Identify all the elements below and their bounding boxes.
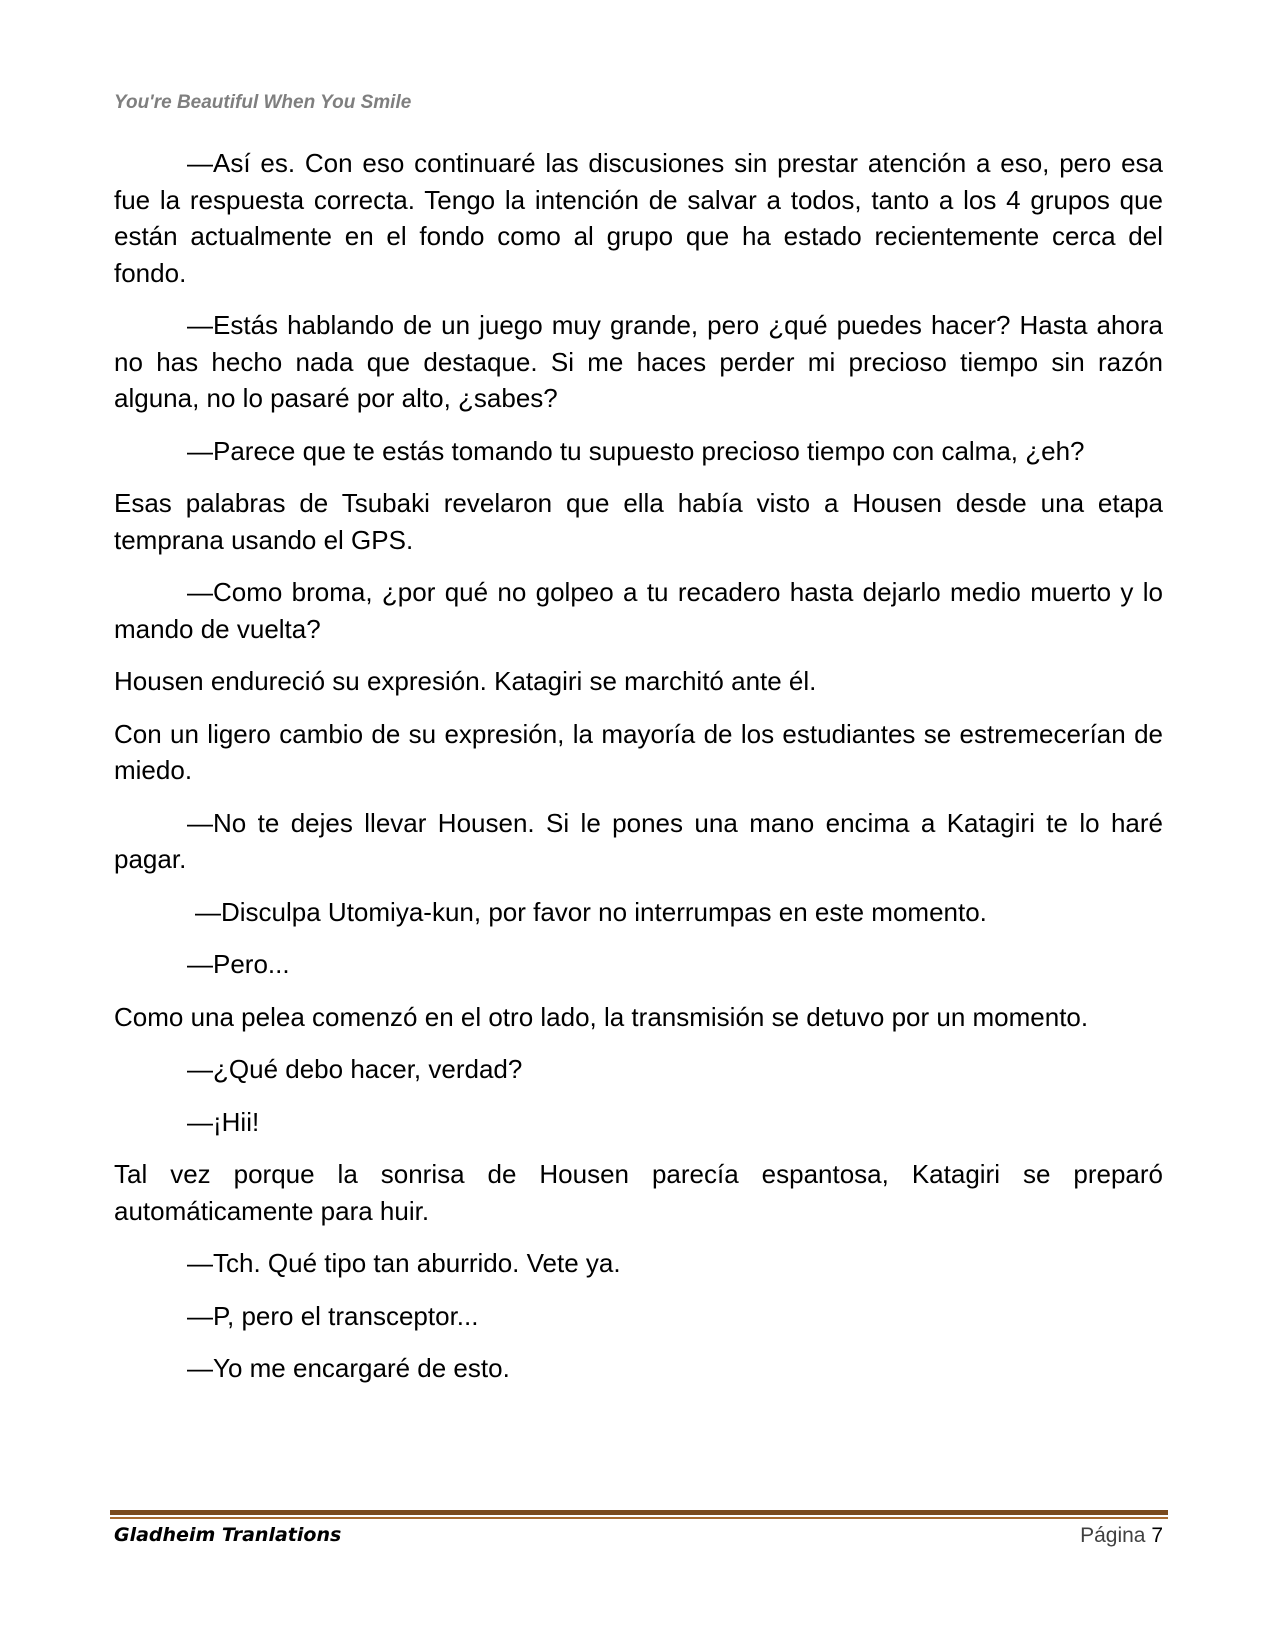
paragraph: Esas palabras de Tsubaki revelaron que ella había visto a Housen desde una etapa temprana usando el GPS.: [114, 488, 1163, 555]
running-header-title: You're Beautiful When You Smile: [114, 92, 412, 113]
paragraph: —Estás hablando de un juego muy grande, pero ¿qué puedes hacer? Hasta ahora no has hecho nada que destaque. Si me haces perder mi precioso tiempo sin razón alguna, no lo pasaré por alto, ¿sabes?: [114, 310, 1163, 413]
paragraph: —Yo me encargaré de esto.: [187, 1353, 510, 1383]
paragraph: —Como broma, ¿por qué no golpeo a tu recadero hasta dejarlo medio muerto y lo mando de vuelta?: [114, 577, 1163, 644]
page-number: 7: [1151, 1524, 1163, 1547]
paragraph: —Así es. Con eso continuaré las discusiones sin prestar atención a eso, pero esa fue la respuesta correcta. Tengo la intención de salvar a todos, tanto a los 4 grupos que están actualmente en el fondo como al grupo que ha estado recientemente cerca del fondo.: [114, 148, 1163, 288]
footer-publisher: Gladheim Tranlations: [114, 1524, 342, 1546]
footer-divider-thin: [110, 1517, 1168, 1519]
document-body: [114, 145, 1163, 1403]
footer-page-indicator: [1080, 1524, 1163, 1548]
paragraph: —Disculpa Utomiya-kun, por favor no interrumpas en este momento.: [195, 896, 987, 927]
paragraph: —¡Hii!: [187, 1106, 260, 1137]
paragraph: Con un ligero cambio de su expresión, la mayoría de los estudiantes se estremecerían de miedo.: [114, 718, 1163, 785]
paragraph: Housen endureció su expresión. Katagiri se marchitó ante él.: [114, 666, 817, 696]
footer-divider: [110, 1510, 1168, 1515]
paragraph: —Parece que te estás tomando tu supuesto precioso tiempo con calma, ¿eh?: [187, 435, 1085, 466]
paragraph: —P, pero el transceptor...: [187, 1300, 479, 1331]
paragraph: Tal vez porque la sonrisa de Housen parecía espantosa, Katagiri se preparó automáticamente para huir.: [114, 1159, 1163, 1226]
paragraph: —¿Qué debo hacer, verdad?: [187, 1054, 523, 1084]
page-label: Página: [1080, 1524, 1146, 1547]
paragraph: Como una pelea comenzó en el otro lado, la transmisión se detuvo por un momento.: [114, 1001, 1089, 1032]
paragraph: —Tch. Qué tipo tan aburrido. Vete ya.: [187, 1248, 621, 1278]
paragraph: —No te dejes llevar Housen. Si le pones una mano encima a Katagiri te lo haré pagar.: [114, 807, 1163, 874]
paragraph: —Pero...: [187, 949, 290, 979]
